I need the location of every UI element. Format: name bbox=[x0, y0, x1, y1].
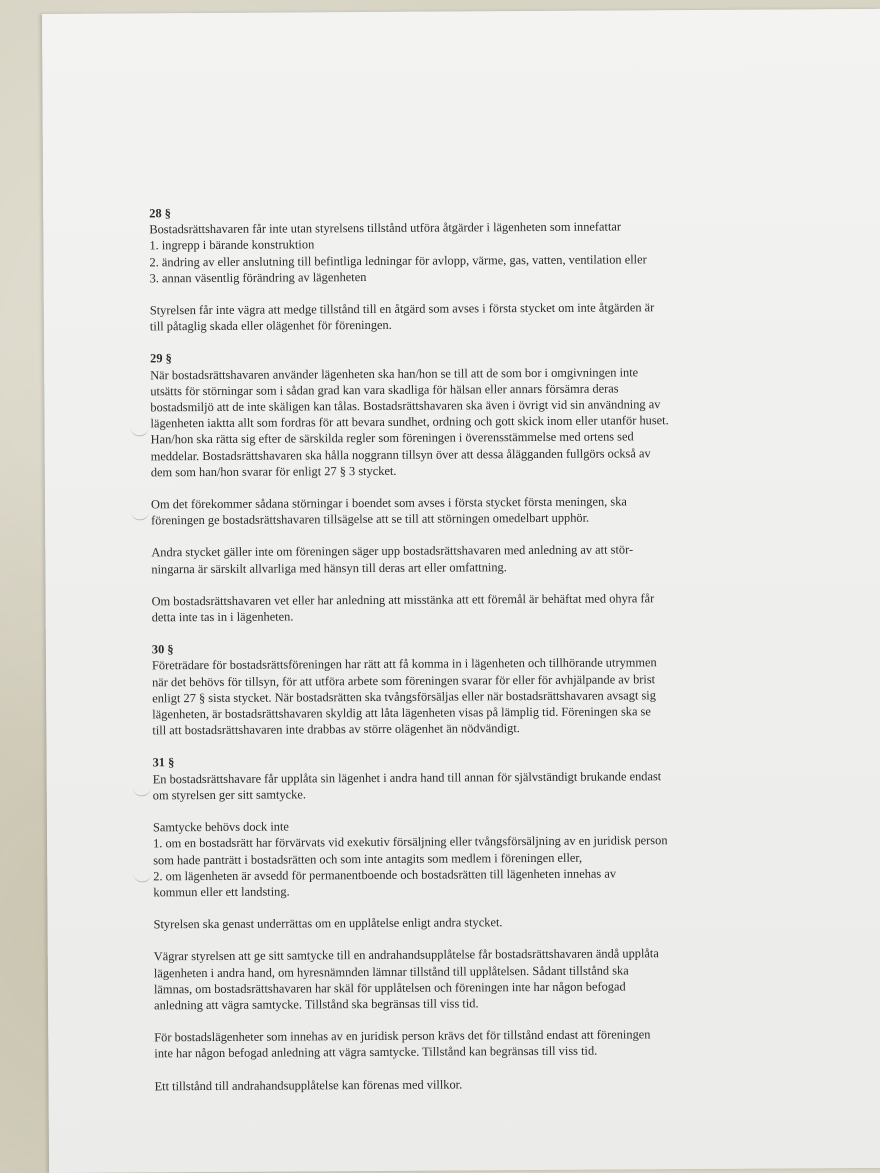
paragraph: Styrelsen ska genast underrättas om en upplåtelse enligt andra stycket. bbox=[153, 915, 503, 932]
document-body bbox=[149, 202, 755, 1110]
section-heading: 29 § bbox=[150, 351, 172, 366]
punch-hole-mark bbox=[133, 873, 151, 882]
paragraph: För bostadslägenheter som innehas av en juridisk person krävs det för tillstånd endast att föreningen inte har någon befogad anledning att vägra samtycke. Tillstånd kan begränsas till viss tid. bbox=[154, 1027, 651, 1061]
punch-hole-mark bbox=[133, 787, 151, 796]
section-29 bbox=[150, 347, 752, 626]
paragraph: När bostadsrättshavaren använder lägenheten ska han/hon se till att de som bor i omgivningen inte utsätts för störningar som i sådan grad kan vara skadliga för hälsan eller annars försämra deras bostadsmiljö att de inte skäligen kan tålas. Bostadsrättshavaren ska även i övrigt vid sin användning av lägenheten iaktta allt som fordras för att bevara sundhet, ordning och gott skick inom eller utanför huset. Han/hon ska rätta sig efter de särskilda regler som föreningen i överensstämmelse med ortens sed meddelar. Bostadsrättshavaren ska hålla noggrann tillsyn över att dessa ålägganden fullgörs också av dem som han/hon svarar för enligt 27 § 3 stycket. bbox=[150, 364, 669, 480]
paragraph: Vägrar styrelsen att ge sitt samtycke till en andrahandsupplåtelse får bostadsrättshavaren ändå upplåta lägenheten i andra hand, om hyresnämnden lämnar tillstånd till upplåtelsen. Sådant tillstånd ska lämnas, om bostadsrättshavaren har skäl för upplåtelsen och föreningen inte har någon befogad anledning att vägra samtycke. Tillstånd ska begränsas till viss tid. bbox=[153, 946, 659, 1013]
paragraph: Företrädare för bostadsrättsföreningen har rätt att få komma in i lägenheten och tillhörande utrymmen när det behövs för tillsyn, för att utföra arbete som föreningen svarar för eller för avhjälpande av brist enligt 27 § sista stycket. När bostadsrätten ska tvångsförsäljas eller när bostadsrättshavaren avsagt sig lägenheten, är bostadsrättshavaren skyldig att låta lägenheten visas på lämplig tid. Föreningen ska se till att bostadsrättshavaren inte drabbas av större olägenhet än nödvändigt. bbox=[151, 655, 657, 738]
section-30 bbox=[152, 638, 753, 739]
punch-hole-mark bbox=[131, 511, 149, 520]
paragraph: Samtycke behövs dock inte 1. om en bostadsrätt har förvärvats vid exekutiv försäljning eller tvångsförsäljning av en juridisk person som hade panträtt i bostadsrätten och som inte antagits som medlem i föreningen eller, 2. om lägenheten är avsedd för permanentboende och bostadsrätten till lägenheten innehas av kommun eller ett landsting. bbox=[152, 819, 668, 900]
section-31 bbox=[153, 751, 755, 1094]
paper-sheet bbox=[42, 9, 880, 1173]
section-heading: 28 § bbox=[149, 206, 171, 221]
punch-hole-mark bbox=[131, 427, 149, 436]
paragraph: Om bostadsrättshavaren vet eller har anledning att misstänka att ett föremål är behäftat med ohyra får detta inte tas in i lägenheten. bbox=[151, 591, 655, 625]
section-28 bbox=[149, 202, 750, 335]
section-heading: 31 § bbox=[152, 755, 175, 770]
paragraph: Ett tillstånd till andrahandsupplåtelse kan förenas med villkor. bbox=[154, 1076, 463, 1093]
section-heading: 30 § bbox=[151, 642, 174, 657]
paragraph: Om det förekommer sådana störningar i boendet som avses i första stycket första meningen, ska föreningen ge bostadsrättshavaren tillsägelse att se till att störningen omedelbart upphör. bbox=[150, 494, 627, 528]
paragraph: Styrelsen får inte vägra att medge tillstånd till en åtgärd som avses i första stycket om inte åtgärden är till påtaglig skada eller olägenhet för föreningen. bbox=[149, 300, 655, 334]
paragraph: Andra stycket gäller inte om föreningen säger upp bostadsrättshavaren med anledning av att stör- ningarna är särskilt allvarliga med hänsyn till deras art eller omfattning. bbox=[151, 542, 634, 576]
paragraph: Bostadsrättshavaren får inte utan styrelsens tillstånd utföra åtgärder i lägenheten som innefattar 1. ingrepp i bärande konstruktion 2. ändring av eller anslutning till befintliga ledningar för avlopp, värme, gas, vatten, ventilation eller 3. annan väsentlig förändring av lägenheten bbox=[149, 219, 647, 286]
paragraph: En bostadsrättshavare får upplåta sin lägenhet i andra hand till annan för självständigt brukande endast om styrelsen ger sitt samtycke. bbox=[152, 768, 662, 803]
